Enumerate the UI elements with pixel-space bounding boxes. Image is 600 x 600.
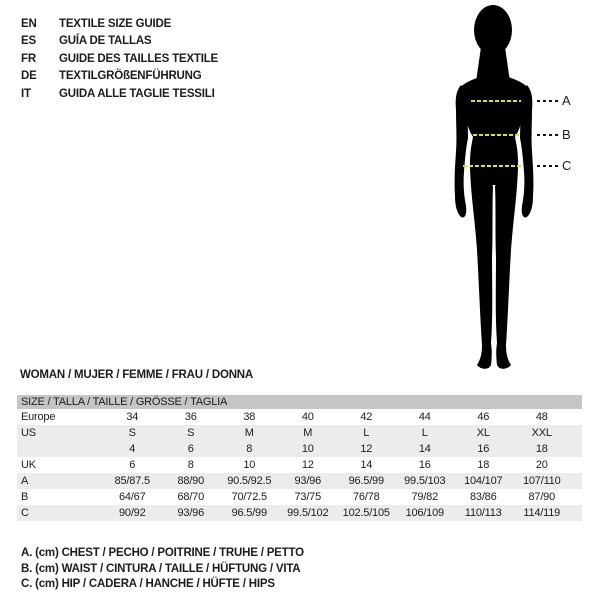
cell: 93/96 — [294, 475, 322, 487]
cell: 10 — [243, 459, 256, 471]
cell: 16 — [418, 459, 431, 471]
table-row-chest — [17, 473, 582, 489]
lang-code: IT — [21, 87, 31, 100]
cell: 110/113 — [464, 507, 502, 519]
cell: XXL — [531, 427, 552, 439]
cell: 104/107 — [464, 475, 503, 487]
lang-title: TEXTILGRÖßENFÜHRUNG — [59, 70, 202, 83]
cell: 10 — [301, 443, 314, 455]
marker-label-a: A — [562, 93, 571, 108]
lang-code: EN — [21, 17, 37, 30]
lang-title: GUIDA ALLE TAGLIE TESSILI — [59, 87, 215, 100]
cell: S — [128, 427, 136, 439]
lang-row-de — [21, 68, 218, 86]
cell: 40 — [301, 411, 314, 423]
lang-code: DE — [21, 70, 37, 83]
waist-measure-line — [473, 134, 519, 136]
size-table-header: SIZE / TALLA / TAILLE / GRÖSSE / TAGLIA — [17, 395, 582, 409]
hip-measure-line — [463, 165, 523, 167]
table-row-europe — [17, 409, 582, 425]
row-label — [21, 441, 103, 457]
cell: 90/92 — [118, 507, 146, 519]
cell: 14 — [360, 459, 373, 471]
row-label: B — [21, 491, 29, 503]
cell: L — [363, 427, 370, 439]
cell: 99.5/102 — [287, 507, 329, 519]
table-row-waist — [17, 489, 582, 505]
cell: 44 — [418, 411, 431, 423]
cell: 73/75 — [294, 491, 322, 503]
cell: 107/110 — [522, 475, 561, 487]
cell: 18 — [535, 443, 548, 455]
lang-title: GUIDE DES TAILLES TEXTILE — [59, 52, 218, 65]
table-row-uk — [17, 457, 582, 473]
cell: 6 — [129, 459, 136, 471]
lang-code: ES — [21, 35, 36, 48]
hip-leader-line — [537, 165, 558, 167]
cell: 34 — [126, 411, 139, 423]
cell: 90.5/92.5 — [227, 475, 272, 487]
cell: 88/90 — [177, 475, 205, 487]
cell: 93/96 — [177, 507, 205, 519]
lang-row-it — [21, 85, 218, 103]
cell: XL — [476, 427, 490, 439]
language-title-block — [21, 15, 218, 103]
cell: 6 — [187, 443, 194, 455]
lang-row-es — [21, 33, 218, 51]
cell: 42 — [360, 411, 373, 423]
table-row-us — [17, 425, 582, 441]
cell: 114/119 — [523, 507, 561, 519]
lang-row-fr — [21, 50, 218, 68]
row-label: A — [21, 475, 29, 487]
cell: 102.5/105 — [342, 507, 390, 519]
row-label: Europe — [21, 411, 56, 423]
cell: 83/86 — [469, 491, 497, 503]
gender-section-title: WOMAN / MUJER / FEMME / FRAU / DONNA — [20, 369, 254, 381]
lang-row-en — [21, 15, 218, 33]
chest-leader-line — [537, 100, 558, 102]
cell: 46 — [477, 411, 490, 423]
cell: 8 — [246, 443, 253, 455]
legend-chest: A. (cm) CHEST / PECHO / POITRINE / TRUHE / PETTO — [21, 547, 304, 559]
cell: 99.5/103 — [404, 475, 446, 487]
lang-title: GUÍA DE TALLAS — [59, 35, 152, 48]
cell: 18 — [477, 459, 490, 471]
cell: 12 — [360, 443, 373, 455]
cell: 4 — [129, 443, 136, 455]
measurement-figure — [430, 0, 590, 385]
lang-title: TEXTILE SIZE GUIDE — [59, 17, 172, 30]
cell: 64/67 — [118, 491, 146, 503]
cell: 85/87.5 — [114, 475, 150, 487]
table-row-us-numeric — [17, 441, 582, 457]
cell: 87/90 — [528, 491, 556, 503]
cell: 96.5/99 — [348, 475, 384, 487]
marker-label-c: C — [562, 158, 572, 173]
cell: 16 — [477, 443, 490, 455]
size-table — [17, 395, 582, 521]
cell: 106/109 — [405, 507, 444, 519]
table-row-hip — [17, 505, 582, 521]
woman-silhouette-icon — [430, 0, 590, 385]
cell: 68/70 — [177, 491, 205, 503]
cell: M — [303, 427, 313, 439]
measurement-legend — [21, 546, 304, 593]
cell: 14 — [418, 443, 431, 455]
marker-label-b: B — [562, 127, 571, 142]
cell: 20 — [535, 459, 548, 471]
cell: 48 — [535, 411, 548, 423]
cell: S — [187, 427, 195, 439]
row-label: C — [21, 507, 29, 519]
cell: L — [421, 427, 428, 439]
cell: 8 — [187, 459, 194, 471]
chest-measure-line — [471, 100, 521, 102]
cell: 79/82 — [411, 491, 439, 503]
legend-waist: B. (cm) WAIST / CINTURA / TAILLE / HÜFTUNG / VITA — [21, 562, 301, 575]
cell: 96.5/99 — [231, 507, 267, 519]
cell: 70/72.5 — [231, 491, 267, 503]
cell: M — [244, 427, 254, 439]
cell: 12 — [301, 459, 314, 471]
cell: 76/78 — [352, 491, 380, 503]
waist-leader-line — [537, 134, 558, 136]
cell: 38 — [243, 411, 256, 423]
legend-hip: C. (cm) HIP / CADERA / HANCHE / HÜFTE / HIPS — [21, 578, 275, 590]
row-label: UK — [21, 459, 36, 471]
lang-code: FR — [21, 52, 36, 65]
cell: 36 — [184, 411, 197, 423]
row-label: US — [21, 427, 36, 439]
